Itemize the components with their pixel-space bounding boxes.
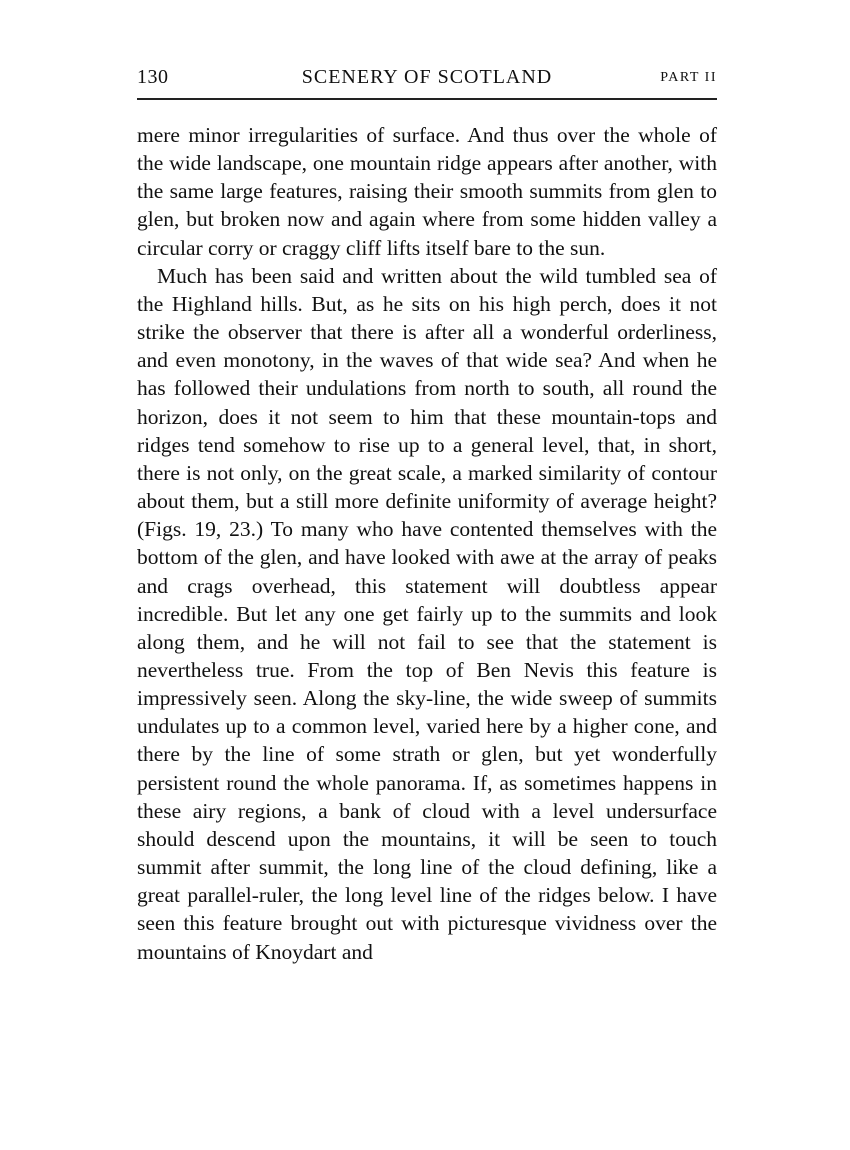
paragraph: Much has been said and written about the wild tumbled sea of the Highland hills. But, as he sits on his high perch, does it not strike the observer that there is after all a wonderful orderliness, and even monotony, in the waves of that wide sea? And when he has followed their undulations from north to south, all round the horizon, does it not seem to him that these mountain-tops and ridges tend somehow to rise up to a general level, that, in short, there is not only, on the great scale, a marked similarity of contour about them, but a still more definite uniformity of average height? (Figs. 19, 23.) To many who have contented themselves with the bottom of the glen, and have looked with awe at the array of peaks and crags overhead, this statement will doubtless appear incredible. But let any one get fairly up to the summits and look along them, and he will not fail to see that the statement is nevertheless true. From the top of Ben Nevis this feature is impressively seen. Along the sky-line, the wide sweep of summits undulates up to a common level, varied here by a higher cone, and there by the line of some strath or glen, but yet wonderfully persistent round the whole panorama. If, as sometimes happens in these airy regions, a bank of cloud with a level undersurface should descend upon the mountains, it will be seen to touch summit after summit, the long line of the cloud defining, like a great parallel-ruler, the long level line of the ridges below. I have seen this feature brought out with picturesque vividness over the mountains of Knoydart and (137, 263, 717, 964)
header-rule (137, 98, 717, 100)
body-text (137, 121, 717, 966)
book-page (137, 62, 717, 966)
paragraph-continuation: mere minor irregularities of surface. And thus over the whole of the wide landscape, one mountain ridge appears after another, with the same large features, raising their smooth summits from glen to glen, but broken now and again where from some hidden valley a circular corry or craggy cliff lifts itself bare to the sun. (137, 123, 717, 260)
running-header (137, 62, 717, 92)
part-label: PART II (660, 70, 717, 85)
page-number: 130 (137, 66, 169, 88)
running-title: SCENERY OF SCOTLAND (301, 66, 553, 88)
